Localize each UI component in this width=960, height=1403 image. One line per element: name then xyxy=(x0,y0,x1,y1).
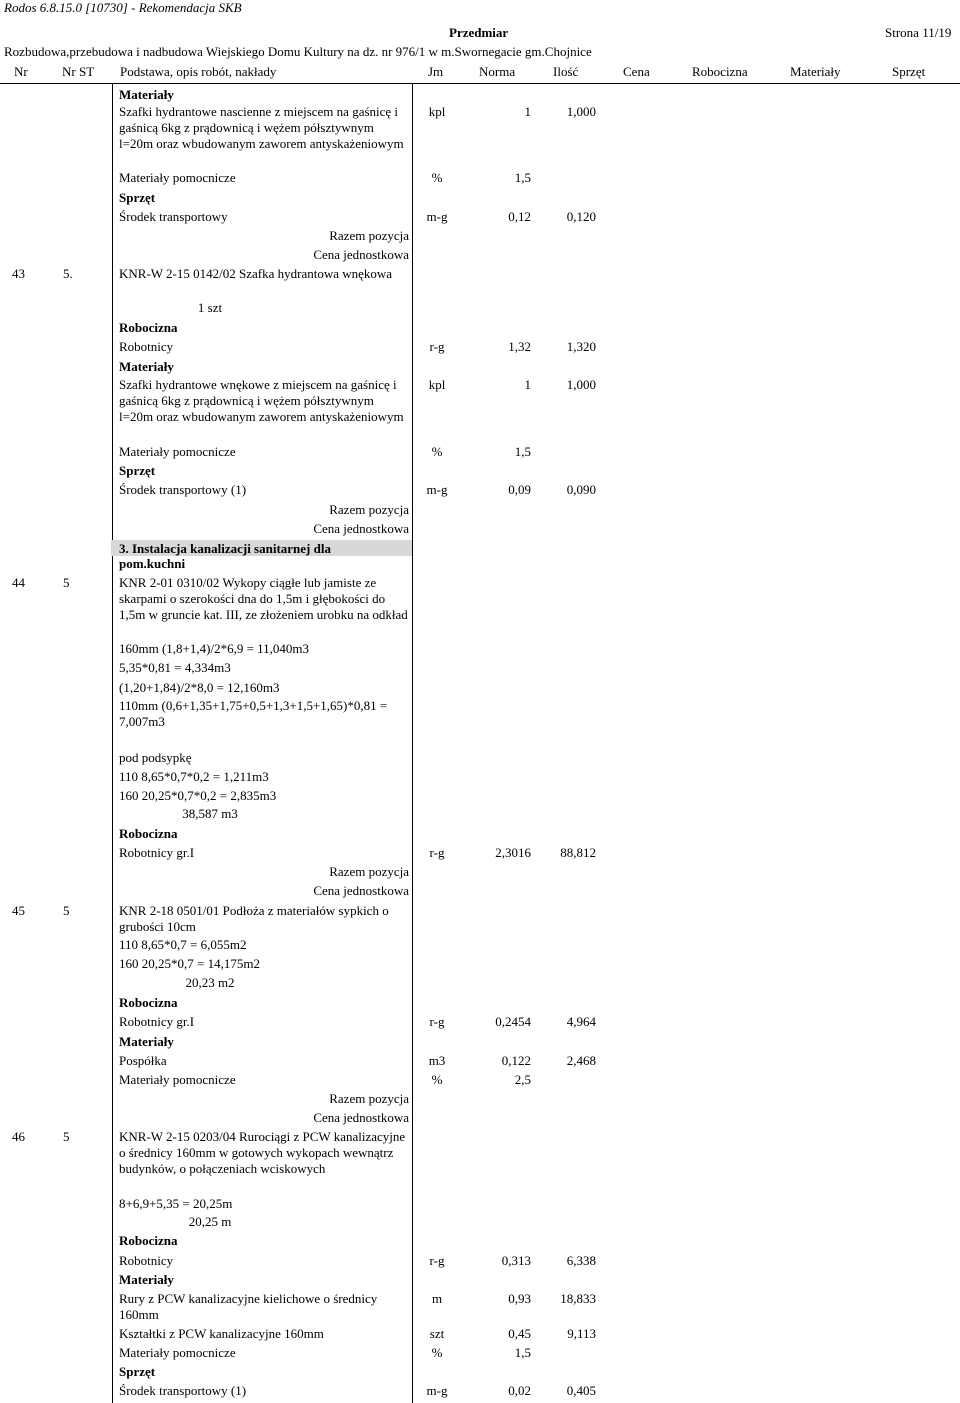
cost-category-label: Robocizna xyxy=(119,1233,178,1248)
unit-of-measure: kpl xyxy=(428,377,446,392)
position-quantity: 1 szt xyxy=(197,300,223,315)
cost-category-label: Sprzęt xyxy=(119,463,156,478)
norm-value: 1,5 xyxy=(514,170,531,185)
unit-of-measure: % xyxy=(431,1072,443,1087)
summary-label: Razem pozycja xyxy=(329,228,409,243)
item-description: KNR-W 2-15 0142/02 Szafka hydrantowa wnękowa xyxy=(119,266,393,281)
column-ilosc: Ilość xyxy=(553,64,579,79)
unit-of-measure: % xyxy=(431,444,443,459)
item-description: Materiały pomocnicze xyxy=(119,170,236,185)
cost-category-label: Materiały xyxy=(119,359,174,374)
item-description: Robotnicy gr.I xyxy=(119,845,195,860)
position-quantity: 20,23 m2 xyxy=(185,975,235,990)
position-quantity: 20,25 m xyxy=(188,1214,232,1229)
quantity-value: 1,000 xyxy=(566,104,596,119)
norm-value: 0,09 xyxy=(508,482,531,497)
unit-of-measure: r-g xyxy=(429,1253,445,1268)
unit-of-measure: m-g xyxy=(426,1383,448,1398)
item-description: 8+6,9+5,35 = 20,25m xyxy=(119,1196,233,1211)
item-description: Materiały pomocnicze xyxy=(119,444,236,459)
item-description: Rury z PCW kanalizacyjne kielichowe o średnicy 160mm xyxy=(119,1291,378,1322)
quantity-value: 0,405 xyxy=(566,1383,596,1398)
item-description: Środek transportowy (1) xyxy=(119,482,247,497)
summary-label: Cena jednostkowa xyxy=(313,883,409,898)
norm-value: 0,45 xyxy=(508,1326,531,1341)
item-description: KNR 2-01 0310/02 Wykopy ciągłe lub jamiste ze skarpami o szerokości dna do 1,5m i głębokości do 1,5m w gruncie kat. III, ze złożeniem urobku na odkład xyxy=(119,575,408,622)
unit-of-measure: % xyxy=(431,1345,443,1360)
cost-category-label: Robocizna xyxy=(119,320,178,335)
cost-category-label: Sprzęt xyxy=(119,1364,156,1379)
item-description: 110mm (0,6+1,35+1,75+0,5+1,3+1,5+1,65)*0,81 = 7,007m3 xyxy=(119,698,388,729)
item-description: Robotnicy xyxy=(119,1253,174,1268)
column-robocizna: Robocizna xyxy=(692,64,748,79)
summary-label: Cena jednostkowa xyxy=(313,1110,409,1125)
norm-value: 1,5 xyxy=(514,444,531,459)
column-sprzet: Sprzęt xyxy=(892,64,926,79)
column-norma: Norma xyxy=(479,64,516,79)
item-description: Szafki hydrantowe nascienne z miejscem na gaśnicę i gaśnicą 6kg z prądownicą i wężem półsztywnym l=20m oraz wbudowanym zaworem antyskażeniowym xyxy=(119,104,404,151)
item-description: 160 20,25*0,7 = 14,175m2 xyxy=(119,956,260,971)
item-description: Robotnicy xyxy=(119,339,174,354)
quantity-value: 0,120 xyxy=(566,209,596,224)
document-title: Przedmiar xyxy=(449,25,509,40)
column-header-row xyxy=(0,61,960,84)
norm-value: 0,313 xyxy=(501,1253,531,1268)
norm-value: 0,93 xyxy=(508,1291,531,1306)
item-description: 160mm (1,8+1,4)/2*6,9 = 11,040m3 xyxy=(119,641,310,656)
unit-of-measure: m-g xyxy=(426,482,448,497)
unit-of-measure: m xyxy=(431,1291,443,1306)
position-number: 46 xyxy=(12,1129,25,1144)
item-description: Robotnicy gr.I xyxy=(119,1014,195,1029)
document-subtitle: Rozbudowa,przebudowa i nadbudowa Wiejskiego Domu Kultury na dz. nr 976/1 w m.Swornegacie gm.Chojnice xyxy=(4,44,592,59)
column-materialy: Materiały xyxy=(790,64,841,79)
item-description: 110 8,65*0,7 = 6,055m2 xyxy=(119,937,247,952)
item-description: 160 20,25*0,7*0,2 = 2,835m3 xyxy=(119,788,277,803)
unit-of-measure: m-g xyxy=(426,209,448,224)
norm-value: 1 xyxy=(524,377,531,392)
position-st-number: 5 xyxy=(63,903,70,918)
item-description: (1,20+1,84)/2*8,0 = 12,160m3 xyxy=(119,680,280,695)
item-description: 5,35*0,81 = 4,334m3 xyxy=(119,660,231,675)
item-description: Środek transportowy (1) xyxy=(119,1383,247,1398)
item-description: Kształtki z PCW kanalizacyjne 160mm xyxy=(119,1326,324,1341)
quantity-value: 1,000 xyxy=(566,377,596,392)
norm-value: 0,2454 xyxy=(495,1014,531,1029)
quantity-value: 88,812 xyxy=(560,845,596,860)
column-cena: Cena xyxy=(623,64,650,79)
column-divider xyxy=(412,83,413,1403)
position-st-number: 5. xyxy=(63,266,73,281)
column-jm: Jm xyxy=(428,64,444,79)
cost-category-label: Robocizna xyxy=(119,826,178,841)
quantity-value: 6,338 xyxy=(566,1253,596,1268)
column-nr: Nr xyxy=(14,64,28,79)
unit-of-measure: kpl xyxy=(428,104,446,119)
column-nr-st: Nr ST xyxy=(62,64,95,79)
quantity-value: 9,113 xyxy=(567,1326,596,1341)
unit-of-measure: % xyxy=(431,170,443,185)
quantity-value: 0,090 xyxy=(566,482,596,497)
summary-label: Razem pozycja xyxy=(329,1091,409,1106)
unit-of-measure: r-g xyxy=(429,1014,445,1029)
norm-value: 2,5 xyxy=(514,1072,531,1087)
summary-label: Cena jednostkowa xyxy=(313,521,409,536)
unit-of-measure: m3 xyxy=(428,1053,446,1068)
cost-category-label: Robocizna xyxy=(119,995,178,1010)
column-description: Podstawa, opis robót, nakłady xyxy=(120,64,277,79)
cost-category-label: Materiały xyxy=(119,87,174,102)
norm-value: 1 xyxy=(524,104,531,119)
item-description: KNR 2-18 0501/01 Podłoża z materiałów sypkich o grubości 10cm xyxy=(119,903,389,934)
summary-label: Razem pozycja xyxy=(329,864,409,879)
cost-category-label: Sprzęt xyxy=(119,190,156,205)
unit-of-measure: r-g xyxy=(429,845,445,860)
norm-value: 2,3016 xyxy=(495,845,531,860)
item-description: Materiały pomocnicze xyxy=(119,1345,236,1360)
summary-label: Razem pozycja xyxy=(329,502,409,517)
column-divider xyxy=(112,83,113,1403)
quantity-value: 2,468 xyxy=(566,1053,596,1068)
item-description: Pospółka xyxy=(119,1053,167,1068)
quantity-value: 4,964 xyxy=(566,1014,596,1029)
cost-category-label: Materiały xyxy=(119,1272,174,1287)
position-st-number: 5 xyxy=(63,1129,70,1144)
norm-value: 1,5 xyxy=(514,1345,531,1360)
item-description: Materiały pomocnicze xyxy=(119,1072,236,1087)
item-description: Środek transportowy xyxy=(119,209,228,224)
norm-value: 1,32 xyxy=(508,339,531,354)
position-number: 43 xyxy=(12,266,25,281)
position-number: 44 xyxy=(12,575,25,590)
norm-value: 0,02 xyxy=(508,1383,531,1398)
quantity-value: 18,833 xyxy=(560,1291,596,1306)
program-name: Rodos 6.8.15.0 [10730] - Rekomendacja SKB xyxy=(4,0,242,15)
quantity-value: 1,320 xyxy=(566,339,596,354)
summary-label: Cena jednostkowa xyxy=(313,247,409,262)
position-number: 45 xyxy=(12,903,25,918)
page-number: Strona 11/19 xyxy=(885,25,952,40)
norm-value: 0,12 xyxy=(508,209,531,224)
item-description: 110 8,65*0,7*0,2 = 1,211m3 xyxy=(119,769,269,784)
item-description: KNR-W 2-15 0203/04 Rurociągi z PCW kanalizacyjne o średnicy 160mm w gotowych wykopach wewnątrz budynków, o połączeniach wciskowych xyxy=(119,1129,406,1176)
position-quantity: 38,587 m3 xyxy=(182,806,238,821)
section-heading: 3. Instalacja kanalizacji sanitarnej dla pom.kuchni xyxy=(119,541,331,571)
cost-category-label: Materiały xyxy=(119,1034,174,1049)
item-description: pod podsypkę xyxy=(119,750,192,765)
unit-of-measure: szt xyxy=(429,1326,445,1341)
position-st-number: 5 xyxy=(63,575,70,590)
unit-of-measure: r-g xyxy=(429,339,445,354)
item-description: Szafki hydrantowe wnękowe z miejscem na gaśnicę i gaśnicą 6kg z prądownicą i wężem półsztywnym l=20m oraz wbudowanym zaworem antyskażeniowym xyxy=(119,377,404,424)
norm-value: 0,122 xyxy=(501,1053,531,1068)
